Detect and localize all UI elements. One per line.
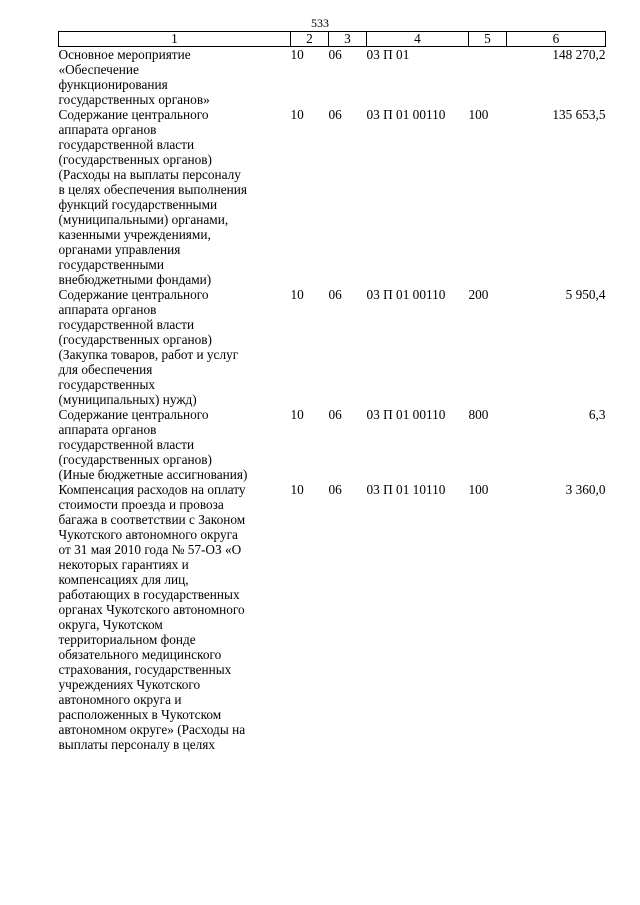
row-amount-cell: 6,3 <box>588 407 606 422</box>
table-row <box>59 407 606 482</box>
row-amount-cell: 3 360,0 <box>565 482 606 497</box>
row-target-item-cell: 03 П 01 10110 <box>366 482 446 497</box>
row-name-line: органах Чукотского автономного <box>58 602 245 617</box>
row-name-line: автономного округа и <box>58 692 182 707</box>
row-name-line: государственными <box>58 257 164 272</box>
row-name-line: обязательного медицинского <box>58 647 222 662</box>
row-section-cell: 10 <box>290 107 304 122</box>
row-section-cell: 10 <box>290 482 304 497</box>
row-name-line: автономном округе» (Расходы на <box>58 722 246 737</box>
row-name-line: учреждениях Чукотского <box>58 677 201 692</box>
row-subsection-cell: 06 <box>328 47 342 62</box>
page-number: 533 <box>311 16 329 30</box>
column-header-section: 2 <box>291 32 329 47</box>
row-name-line: (муниципальных) нужд) <box>58 392 197 407</box>
row-name-line: некоторых гарантиях и <box>58 557 189 572</box>
row-name-line: страхования, государственных <box>58 662 232 677</box>
row-subsection-cell: 06 <box>328 407 342 422</box>
row-name-line: в целях обеспечения выполнения <box>58 182 247 197</box>
row-name-line: аппарата органов <box>58 422 157 437</box>
column-header-target-item: 4 <box>367 32 469 47</box>
row-name-line: органами управления <box>58 242 181 257</box>
row-name-line: аппарата органов <box>58 122 157 137</box>
row-name-line: государственной власти <box>58 437 195 452</box>
row-name-line: Основное мероприятие <box>58 47 191 62</box>
row-target-item-cell: 03 П 01 00110 <box>366 107 446 122</box>
row-expense-type-cell: 200 <box>468 287 489 302</box>
row-amount-cell: 135 653,5 <box>552 107 606 122</box>
row-target-item-cell: 03 П 01 00110 <box>366 287 446 302</box>
row-name-line: внебюджетными фондами) <box>58 272 212 287</box>
row-expense-type-cell: 800 <box>468 407 489 422</box>
budget-table <box>58 31 606 752</box>
table-row <box>59 287 606 407</box>
column-header-expense-type: 5 <box>469 32 507 47</box>
row-section-cell: 10 <box>290 287 304 302</box>
row-name-line: государственной власти <box>58 137 195 152</box>
row-amount-cell: 148 270,2 <box>552 47 606 62</box>
row-name-line: багажа в соответствии с Законом <box>58 512 246 527</box>
row-section-cell: 10 <box>290 47 304 62</box>
row-name-line: казенными учреждениями, <box>58 227 211 242</box>
table-header-row <box>59 32 606 47</box>
row-name-line: для обеспечения <box>58 362 153 377</box>
column-header-amount: 6 <box>507 32 606 47</box>
table-row <box>59 47 606 108</box>
table-row <box>59 107 606 287</box>
row-name-line: (Расходы на выплаты персоналу <box>58 167 241 182</box>
row-name-cell <box>59 407 291 482</box>
row-name-line: аппарата органов <box>58 302 157 317</box>
row-name-line: территориальном фонде <box>58 632 196 647</box>
row-name-line: государственных <box>58 377 156 392</box>
row-name-line: выплаты персоналу в целях <box>58 737 216 752</box>
row-name-line: компенсациях для лиц, <box>58 572 189 587</box>
table-row <box>59 482 606 752</box>
row-target-item-cell: 03 П 01 <box>366 47 410 62</box>
row-name-cell <box>59 482 291 752</box>
column-header-name: 1 <box>59 32 291 47</box>
row-name-line: (муниципальными) органами, <box>58 212 229 227</box>
row-expense-type-cell: 100 <box>468 107 489 122</box>
row-subsection-cell: 06 <box>328 287 342 302</box>
row-name-line: расположенных в Чукотском <box>58 707 222 722</box>
row-name-line: округа, Чукотском <box>58 617 163 632</box>
row-name-line: «Обеспечение <box>58 62 139 77</box>
row-name-line: Компенсация расходов на оплату <box>58 482 246 497</box>
row-name-line: (государственных органов) <box>58 332 212 347</box>
row-expense-type-cell <box>469 47 507 108</box>
row-subsection-cell: 06 <box>328 482 342 497</box>
row-name-line: Чукотского автономного округа <box>58 527 238 542</box>
row-name-line: (Иные бюджетные ассигнования) <box>58 467 248 482</box>
row-name-line: Содержание центрального <box>58 107 209 122</box>
row-amount-cell: 5 950,4 <box>565 287 606 302</box>
row-name-line: стоимости проезда и провоза <box>58 497 224 512</box>
row-name-line: Содержание центрального <box>58 407 209 422</box>
row-section-cell: 10 <box>290 407 304 422</box>
row-name-line: (Закупка товаров, работ и услуг <box>58 347 239 362</box>
row-subsection-cell: 06 <box>328 107 342 122</box>
row-name-line: государственной власти <box>58 317 195 332</box>
row-name-line: (государственных органов) <box>58 152 212 167</box>
column-header-subsection: 3 <box>329 32 367 47</box>
row-name-line: работающих в государственных <box>58 587 240 602</box>
row-name-line: Содержание центрального <box>58 287 209 302</box>
row-name-line: функций государственными <box>58 197 218 212</box>
row-name-line: государственных органов» <box>58 92 210 107</box>
row-name-line: функционирования <box>58 77 168 92</box>
row-name-cell <box>59 287 291 407</box>
row-name-cell <box>59 47 291 108</box>
row-expense-type-cell: 100 <box>468 482 489 497</box>
row-name-line: от 31 мая 2010 года № 57-ОЗ «О <box>58 542 242 557</box>
row-name-line: (государственных органов) <box>58 452 212 467</box>
table-body <box>59 47 606 753</box>
row-target-item-cell: 03 П 01 00110 <box>366 407 446 422</box>
row-name-cell <box>59 107 291 287</box>
